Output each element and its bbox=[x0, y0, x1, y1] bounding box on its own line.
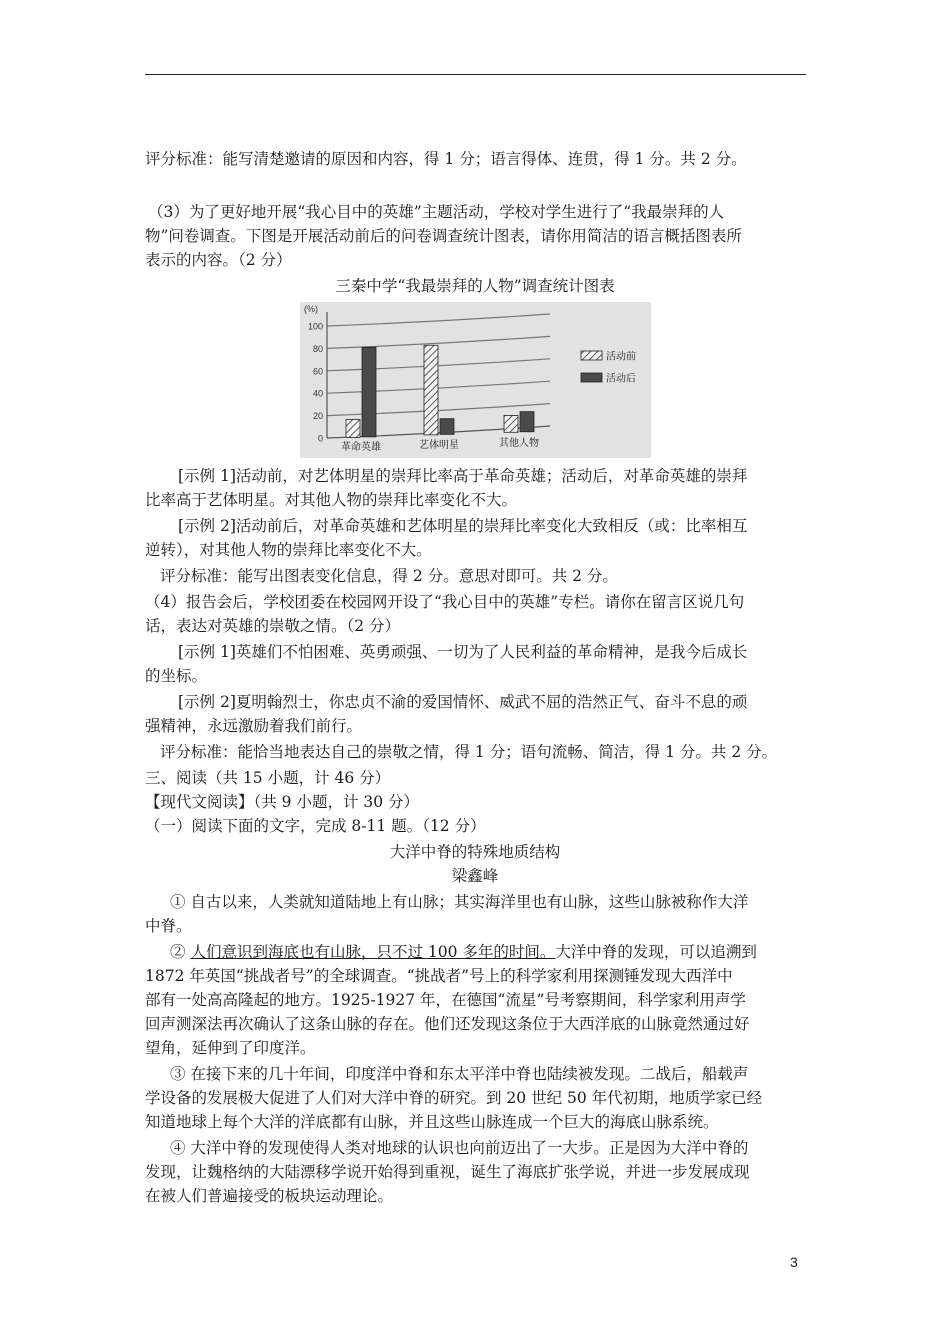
y-tick-label-40: 40 bbox=[312, 388, 323, 399]
example-4-line-2: 强精神，永远激励着我们前行。 bbox=[145, 717, 363, 735]
question-4-line-1: （4）报告会后，学校团委在校园网开设了“我心目中的英雄”专栏。请你在留言区说几句 bbox=[145, 593, 745, 611]
section-3-heading: 三、阅读（共 15 小题，计 46 分） bbox=[145, 769, 391, 787]
x-category-label-1: 革命英雄 bbox=[341, 442, 381, 453]
header-rule bbox=[145, 74, 806, 75]
modern-reading-heading: 【现代文阅读】（共 9 小题，计 30 分） bbox=[145, 793, 420, 811]
y-tick-label-0: 0 bbox=[317, 433, 323, 444]
question-4-line-2: 话，表达对英雄的崇敬之情。（2 分） bbox=[145, 617, 401, 635]
article-title: 大洋中脊的特殊地质结构 bbox=[389, 843, 561, 861]
question-3-line-3: 表示的内容。（2 分） bbox=[145, 251, 292, 269]
scoring-standard-2: 评分标准：能写出图表变化信息，得 2 分。意思对即可。共 2 分。 bbox=[160, 567, 618, 585]
para-2-line-5: 望角，延伸到了印度洋。 bbox=[145, 1039, 316, 1057]
y-tick-label-60: 60 bbox=[312, 366, 323, 377]
x-category-label-2: 艺体明星 bbox=[419, 440, 459, 451]
underlined-sentence: 人们意识到海底也有山脉，只不过 100 多年的时间。 bbox=[190, 943, 556, 961]
para-3-line-1: ③ 在接下来的几十年间，印度洋中脊和东太平洋中脊也陆续被发现。二战后，船载声 bbox=[170, 1065, 749, 1083]
example-1-line-1: [示例 1]活动前，对艺体明星的崇拜比率高于革命英雄；活动后，对革命英雄的崇拜 bbox=[178, 467, 748, 485]
para-4-line-3: 在被人们普遍接受的板块运动理论。 bbox=[145, 1187, 394, 1205]
legend-label-1: 活动前 bbox=[606, 351, 636, 363]
y-tick-label-20: 20 bbox=[312, 411, 323, 422]
para-2-number: ② bbox=[170, 943, 191, 961]
page-number: 3 bbox=[790, 1254, 798, 1270]
para-2-line-1 bbox=[170, 940, 757, 964]
para-2-line-4: 回声测深法再次确认了这条山脉的存在。他们还发现这条位于大西洋底的山脉竟然通过好 bbox=[145, 1015, 750, 1033]
example-4-line-1: [示例 2]夏明翰烈士，你忠贞不渝的爱国情怀、威武不屈的浩然正气、奋斗不息的顽 bbox=[178, 693, 748, 711]
legend-swatch-2 bbox=[581, 373, 602, 382]
para-4-line-1: ④ 大洋中脊的发现使得人类对地球的认识也向前迈出了一大步。正是因为大洋中脊的 bbox=[170, 1139, 749, 1157]
example-2-line-2: 逆转），对其他人物的崇拜比率变化不大。 bbox=[145, 541, 432, 559]
scoring-standard-3: 评分标准：能恰当地表达自己的崇敬之情，得 1 分；语句流畅、简洁，得 1 分。共 2 分。 bbox=[160, 743, 778, 761]
para-4-line-2: 发现，让魏格纳的大陆漂移学说开始得到重视，诞生了海底扩张学说，并进一步发展成现 bbox=[145, 1163, 750, 1181]
example-3-line-1: [示例 1]英雄们不怕困难、英勇顽强、一切为了人民利益的革命精神，是我今后成长 bbox=[178, 643, 748, 661]
legend-label-2: 活动后 bbox=[606, 373, 636, 385]
x-category-label-3: 其他人物 bbox=[499, 438, 539, 449]
y-tick-label-80: 80 bbox=[312, 343, 323, 354]
legend-swatch-1 bbox=[581, 351, 602, 360]
bar-after-2 bbox=[440, 419, 454, 435]
question-3-line-1: （3）为了更好地开展“我心目中的英雄”主题活动，学校对学生进行了“我最崇拜的人 bbox=[148, 203, 725, 221]
para-3-line-3: 知道地球上每个大洋的洋底都有山脉，并且这些山脉连成一个巨大的海底山脉系统。 bbox=[145, 1113, 719, 1131]
scoring-standard-1: 评分标准：能写清楚邀请的原因和内容，得 1 分；语言得体、连贯，得 1 分。共 2 分。 bbox=[145, 150, 747, 168]
article-author: 梁鑫峰 bbox=[451, 867, 499, 885]
para-1-line-2: 中脊。 bbox=[145, 917, 192, 935]
example-1-line-2: 比率高于艺体明星。对其他人物的崇拜比率变化不大。 bbox=[145, 491, 518, 509]
survey-bar-chart bbox=[300, 302, 651, 458]
bar-after-3 bbox=[520, 412, 534, 432]
para-2-line-3: 部有一处高高隆起的地方。1925-1927 年，在德国“流星”号考察期间，科学家利用声学 bbox=[145, 991, 746, 1009]
bar-before-1 bbox=[346, 419, 360, 437]
y-axis-unit-label: (%) bbox=[304, 304, 318, 314]
example-2-line-1: [示例 2]活动前后，对革命英雄和艺体明星的崇拜比率变化大致相反（或：比率相互 bbox=[178, 517, 748, 535]
para-2-line-2: 1872 年英国“挑战者号”的全球调查。“挑战者”号上的科学家利用探测锤发现大西洋中 bbox=[145, 967, 733, 985]
para-3-line-2: 学设备的发展极大促进了人们对大洋中脊的研究。到 20 世纪 50 年代初期，地质学家已经 bbox=[145, 1089, 763, 1107]
example-3-line-2: 的坐标。 bbox=[145, 667, 208, 685]
y-tick-label-100: 100 bbox=[307, 321, 323, 332]
bar-after-1 bbox=[362, 347, 376, 437]
bar-before-3 bbox=[504, 415, 518, 432]
para-1-line-1: ① 自古以来，人类就知道陆地上有山脉；其实海洋里也有山脉，这些山脉被称作大洋 bbox=[170, 893, 749, 911]
para-2-line-1-rest: 大洋中脊的发现，可以追溯到 bbox=[555, 943, 757, 961]
part-1-instruction: （一）阅读下面的文字，完成 8-11 题。（12 分） bbox=[145, 817, 486, 835]
chart-title: 三秦中学“我最崇拜的人物”调查统计图表 bbox=[335, 277, 615, 295]
bar-before-2 bbox=[424, 345, 438, 435]
question-3-line-2: 物”问卷调查。下图是开展活动前后的问卷调查统计图表，请你用简洁的语言概括图表所 bbox=[145, 227, 742, 245]
